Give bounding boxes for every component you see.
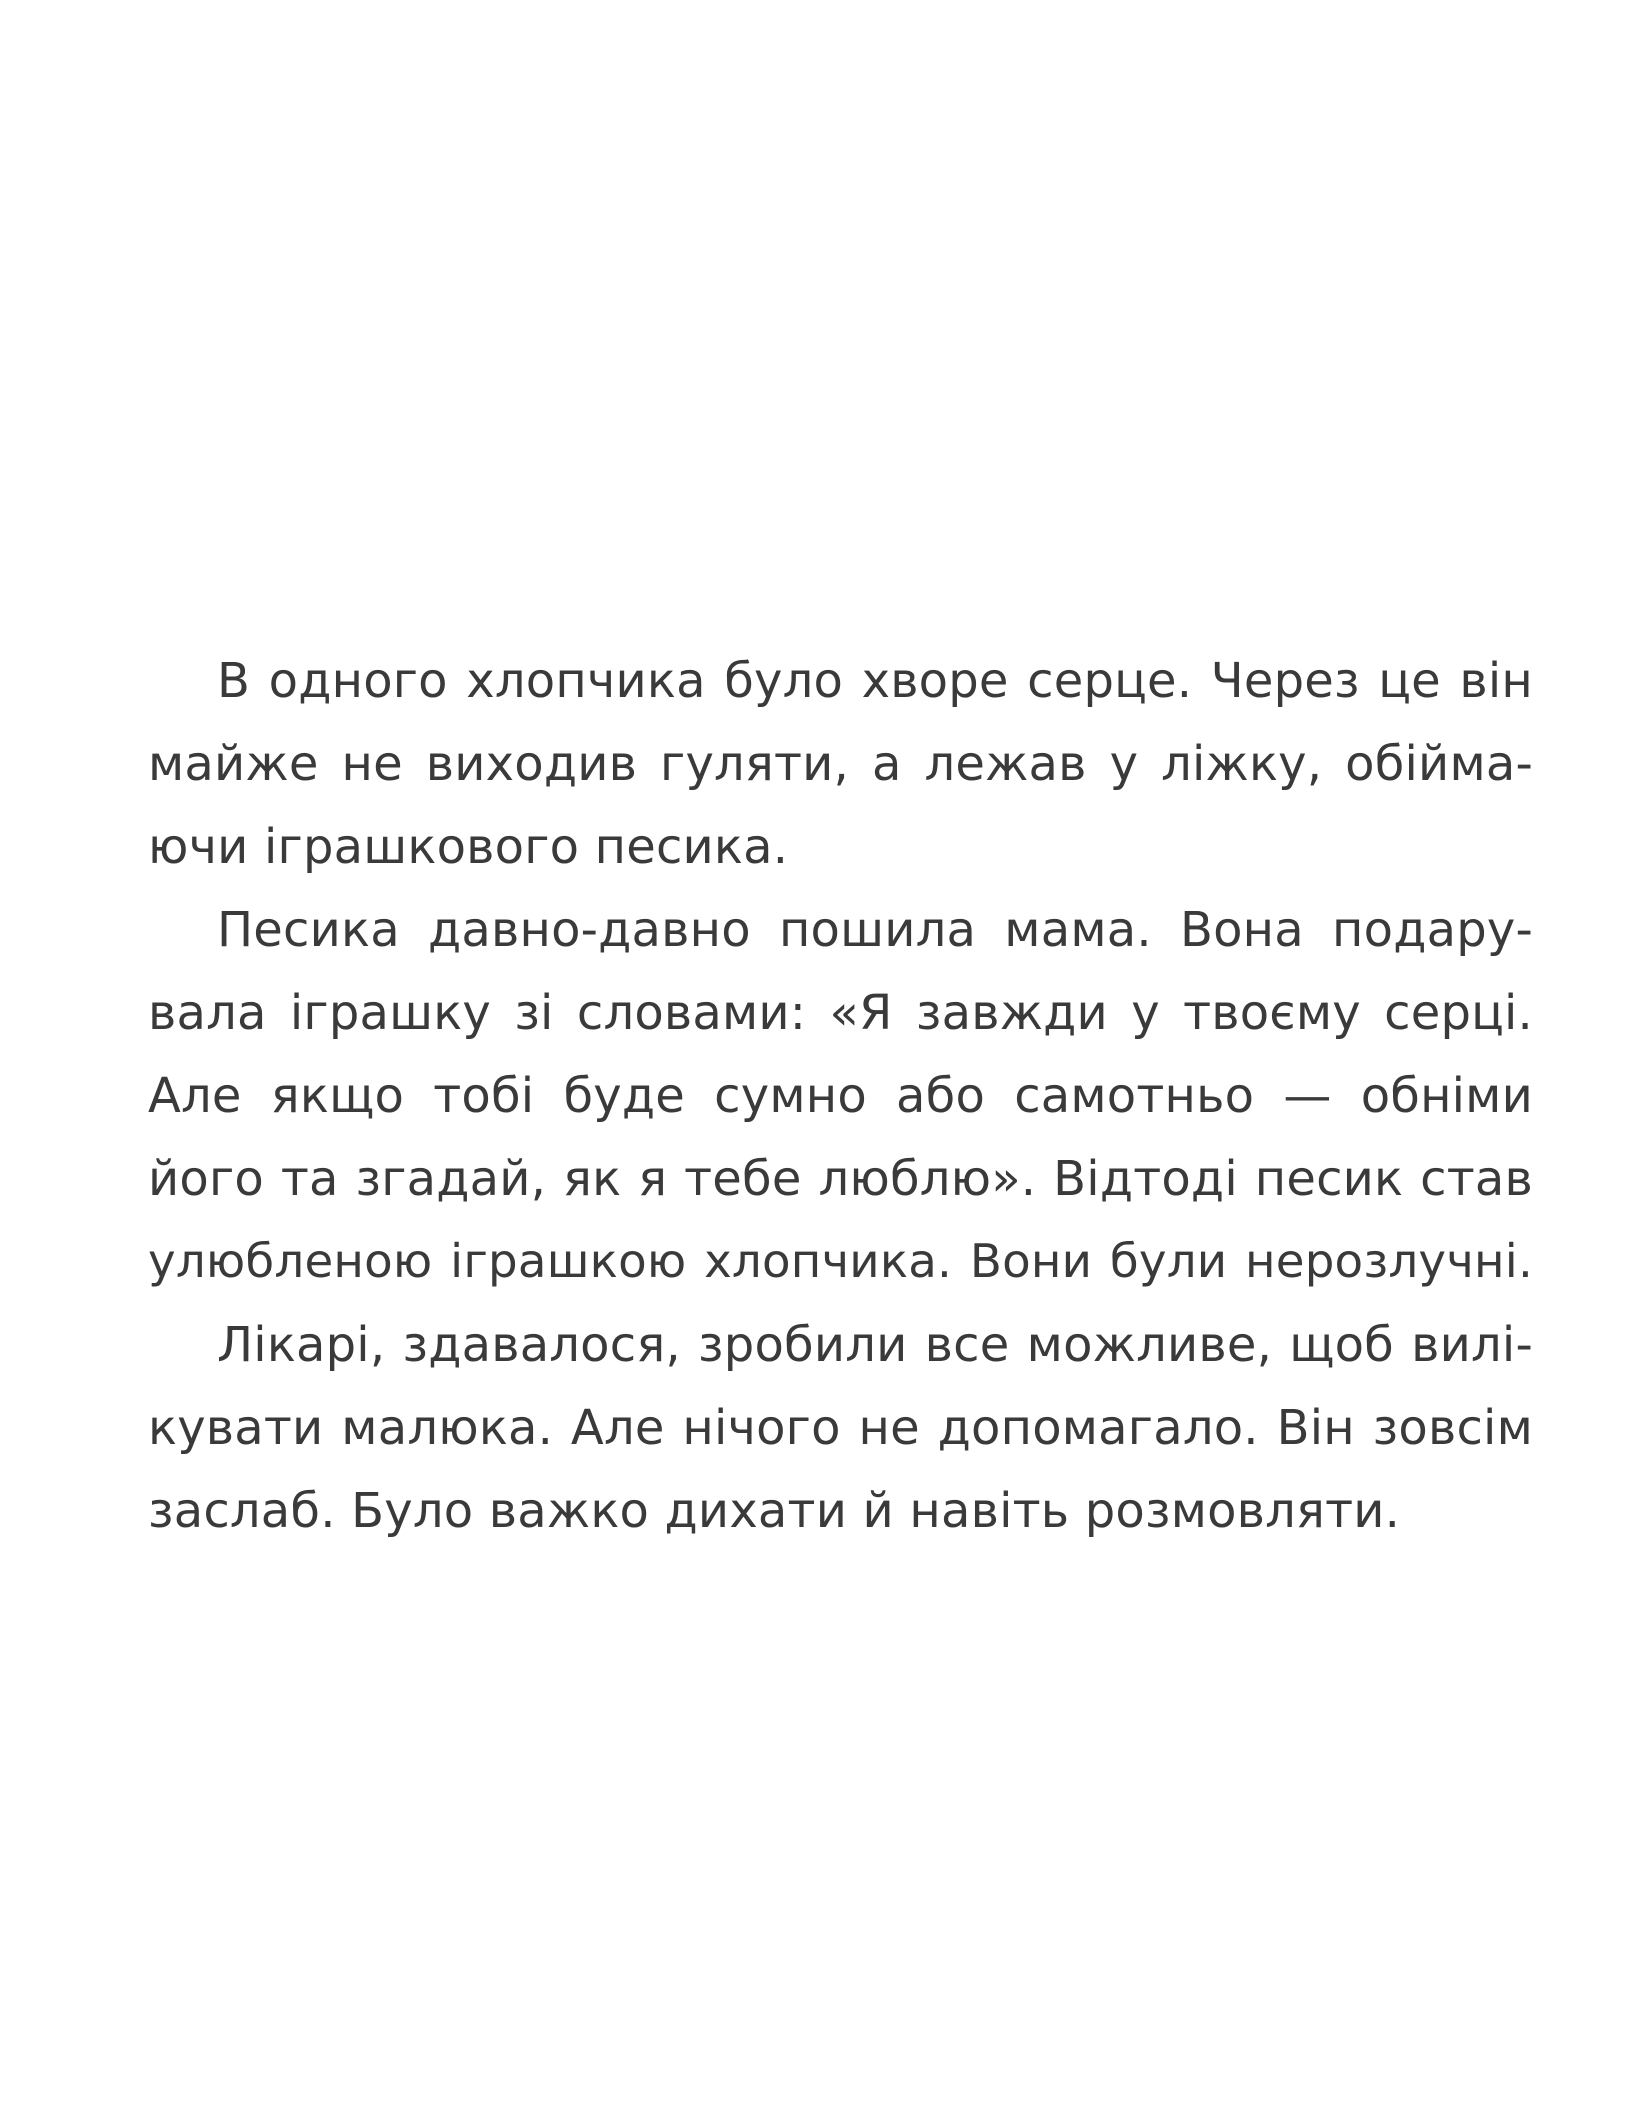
- text-line: ючи іграшкового песика.: [148, 819, 789, 875]
- text-line: майже не виходив гуляти, а лежав у ліжку, обійма-: [148, 736, 1533, 792]
- text-line: заслаб. Було важко дихати й навіть розмовляти.: [148, 1483, 1401, 1539]
- text-line: В одного хлопчика було хворе серце. Через це він: [217, 653, 1533, 709]
- story-text: [148, 640, 1533, 1553]
- text-line: Песика давно-давно пошила мама. Вона подару-: [217, 902, 1533, 958]
- text-line: улюбленою іграшкою хлопчика. Вони були нерозлучні.: [148, 1235, 1533, 1289]
- text-line: Але якщо тобі буде сумно або самотньо — обніми: [148, 1068, 1533, 1124]
- text-line: Лікарі, здавалося, зробили все можливе, щоб вилі-: [217, 1317, 1533, 1373]
- text-line: його та згадай, як я тебе люблю». Відтоді песик став: [148, 1151, 1533, 1207]
- paragraph-3: [148, 1304, 1533, 1553]
- text-line: кувати малюка. Але нічого не допомагало. Він зовсім: [148, 1400, 1533, 1456]
- text-line: вала іграшку зі словами: «Я завжди у твоєму серці.: [148, 985, 1533, 1041]
- paragraph-2: [148, 889, 1533, 1304]
- paragraph-1: [148, 640, 1533, 889]
